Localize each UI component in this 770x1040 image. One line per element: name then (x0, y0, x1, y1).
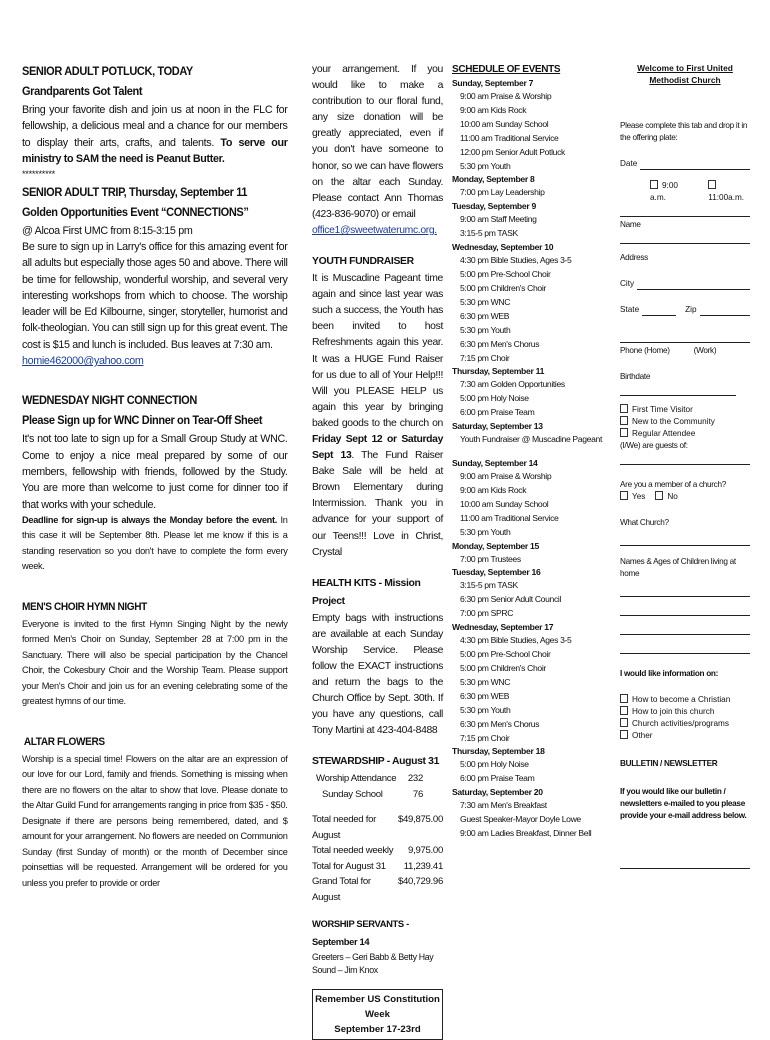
schedule-event: 7:15 pm Choir (460, 352, 510, 363)
member-options (620, 491, 750, 503)
servants-sound: Sound – Jim Knox (312, 965, 378, 976)
what-church-field[interactable]: What Church? (620, 518, 669, 527)
schedule-event: 5:30 pm Youth (460, 704, 511, 715)
flowers-continued: your arrangement. If you would like to make a contribution to our floral fund, any size donation will be greatly appreciated, even if you don't have someone to honor, so we can have flowers on the altar each Sunday. Please contact Ann Thomas (423-836-9070) or email (312, 64, 443, 220)
member-no-checkbox[interactable]: No (655, 491, 677, 503)
stewardship-attendance (312, 771, 443, 802)
kits-title: HEALTH KITS - Mission Project (312, 577, 421, 607)
schedule-event: 5:00 pm Holy Noise (460, 393, 529, 404)
bulletin-body: If you would like our bulletin / newsletters e-mailed to you please provide your e-mail address below. (620, 787, 747, 820)
choir-body: Everyone is invited to the first Hymn Singing Night by the newly formed Men's Choir on Sunday, September 28 at 7:00 pm in the Sanctuary. There will also be special participation by the Chancel Choir, the Cokesbury Choir and the Worship Team. Please support your Men's Choir and join us for an evening celebrating some of the greatest hymns of our time. (22, 618, 288, 708)
stewardship-row: Sunday School 76 (322, 788, 423, 800)
service-1100-checkbox[interactable]: 11:00a.m. (708, 180, 750, 204)
blank-line (620, 231, 750, 244)
schedule-event: 7:00 pm Lay Leadership (460, 187, 545, 198)
info-title: I would like information on: (620, 669, 719, 678)
kits-body: Empty bags with instructions are available at each Sunday Worship Service. Please follow the EXACT instructions and return the bags to the Church Office by Sept. 30th. If you have any questions, call Tony Martini at 423-404-8488 (312, 612, 443, 737)
schedule-event: 4:30 pm Bible Studies, Ages 3-5 (460, 635, 572, 646)
schedule-event: 10:00 am Sunday School (460, 118, 549, 129)
column-visitor-card (620, 62, 750, 869)
schedule-day: Saturday, September 13 (452, 421, 543, 432)
blank-line (620, 641, 750, 654)
schedule-event: 5:00 pm Children's Choir (460, 663, 546, 673)
guests-field[interactable]: (I/We) are guests of: (620, 441, 688, 450)
blank-line (620, 383, 736, 396)
member-question: Are you a member of a church? (620, 480, 726, 489)
member-yes-checkbox[interactable]: Yes (620, 491, 645, 503)
address-field[interactable]: Address (620, 253, 648, 262)
wnc-title: WEDNESDAY NIGHT CONNECTION (22, 394, 197, 408)
schedule-event: 6:30 pm WEB (460, 310, 510, 321)
schedule-day: Wednesday, September 17 (452, 622, 554, 633)
servants-title: WORSHIP SERVANTS - September 14 (312, 918, 409, 948)
schedule-event: 7:00 pm SPRC (460, 608, 514, 619)
schedule-event: 9:00 am Ladies Breakfast, Dinner Bell (460, 828, 592, 839)
stewardship-total-row: Total needed weekly 9,975.00 (312, 845, 443, 857)
flowers-body: Worship is a special time! Flowers on the altar are an expression of our love for our Lord, family and friends. Something is missing when there are no flowers on the altar to show that love. Please donate to the Altar Guild Fund for arrangements ranging in price from $35 - $50. Designate if there are persons being remembered, dated, and $ amount for your arrangement. No flowers are needed on Communion Sunday (first Sunday of month) or the month of December since poinsettias will be requested. Arrangement will be ordered for you unless you prefer to provide or order (22, 753, 288, 889)
service-900-checkbox[interactable]: 9:00 a.m. (650, 181, 678, 202)
schedule-event: 11:00 am Traditional Service (460, 512, 559, 523)
stewardship-row: Worship Attendance 232 (316, 773, 423, 785)
column-middle (312, 62, 443, 1040)
schedule-event: 9:00 am Staff Meeting (460, 214, 537, 225)
schedule-event: 10:00 am Sunday School (460, 498, 549, 509)
blank-line (620, 603, 750, 616)
email-line[interactable] (620, 856, 750, 869)
trip-title: SENIOR ADULT TRIP, Thursday, September 11 (22, 185, 248, 199)
trip-location: @ Alcoa First UMC from 8:15-3:15 pm (22, 224, 193, 237)
stewardship-totals (312, 812, 443, 905)
blank-line (620, 622, 750, 635)
schedule-event: 6:30 pm Men's Chorus (460, 718, 540, 729)
blank-line (620, 330, 750, 343)
constitution-week-line1: Remember US Constitution Week (315, 994, 440, 1021)
potluck-subtitle: Grandparents Got Talent (22, 85, 143, 98)
blank-line (620, 452, 750, 465)
stars-divider: ********** (22, 169, 55, 181)
schedule-event: 4:30 pm Bible Studies, Ages 3-5 (460, 255, 572, 266)
choir-title: MEN'S CHOIR HYMN NIGHT (22, 600, 147, 613)
schedule-day: Tuesday, September 16 (452, 567, 541, 578)
schedule-event: 5:30 pm Youth (460, 526, 511, 537)
birthdate-field[interactable]: Birthdate (620, 372, 651, 381)
schedule-event: 5:00 pm Pre-School Choir (460, 649, 551, 660)
schedule-day: Thursday, September 18 (452, 746, 545, 757)
bulletin-title: BULLETIN / NEWSLETTER (620, 759, 718, 768)
info-option[interactable]: Other (620, 730, 750, 742)
schedule-event: 5:30 pm Youth (460, 160, 511, 171)
youth-body: It is Muscadine Pageant time again and since last year was such a success, the Youth has been invited to host Refreshments again this year. It was a HUGE Fund Raiser for us due to all of Your Help!!! Will you PLEASE HELP us again this year by bringing baked goods to the church on Friday Sept 12 or Saturday Sept 13. The Fund Raiser Bake Sale will be held at Brown Elementary during Intermission. Thank you in advance for your support of our Teens!!! Love in Christ, Crystal (312, 273, 443, 558)
schedule-day: Saturday, September 20 (452, 787, 543, 798)
schedule-event: 7:30 am Men's Breakfast (460, 800, 547, 811)
schedule-day: Sunday, September 14 (452, 458, 538, 469)
schedule-event: Youth Fundraiser @ Muscadine Pageant (460, 434, 602, 445)
wnc-subtitle: Please Sign up for WNC Dinner on Tear-Off Sheet (22, 414, 263, 428)
youth-title: YOUTH FUNDRAISER (312, 256, 414, 268)
schedule-event: 6:00 pm Praise Team (460, 407, 535, 418)
city-field[interactable]: City (620, 278, 750, 290)
trip-email-link[interactable]: homie462000@yahoo.com (22, 355, 144, 368)
flowers-title: ALTAR FLOWERS (23, 735, 105, 748)
schedule-event: 9:00 am Kids Rock (460, 104, 527, 115)
schedule-day: Wednesday, September 10 (452, 242, 554, 253)
schedule-event: 5:30 pm WNC (460, 296, 511, 307)
schedule-event: 5:00 pm Holy Noise (460, 759, 529, 770)
schedule-event: 6:30 pm Men's Chorus (460, 338, 540, 349)
schedule-day: Tuesday, September 9 (452, 201, 536, 212)
stewardship-total-row: Total needed for August $49,875.00 (312, 814, 443, 841)
schedule-week2 (452, 457, 604, 841)
schedule-event: 3:15-5 pm TASK (460, 580, 518, 591)
info-option[interactable]: Church activities/programs (620, 718, 750, 730)
schedule-week1 (452, 77, 604, 447)
schedule-event: 7:15 pm Choir (460, 732, 510, 743)
date-field[interactable]: Date (620, 158, 750, 170)
constitution-week-line2: September 17-23rd (334, 1024, 421, 1036)
schedule-title: SCHEDULE OF EVENTS (452, 64, 561, 75)
card-instructions: Please complete this tab and drop it in the offering plate: (620, 121, 748, 142)
constitution-week-box (312, 989, 443, 1040)
schedule-event: Guest Speaker-Mayor Doyle Lowe (460, 814, 581, 825)
potluck-title: SENIOR ADULT POTLUCK, TODAY (22, 65, 193, 78)
children-field[interactable]: Names & Ages of Children living at home (620, 557, 736, 578)
stewardship-total-row: Grand Total for August $40,729.96 (312, 876, 443, 903)
schedule-event: 5:00 pm Children's Choir (460, 282, 546, 293)
servants-greeters: Greeters – Geri Babb & Betty Hay (312, 952, 434, 963)
column-announcements (22, 62, 288, 891)
info-option[interactable]: How to join this church (620, 706, 750, 718)
schedule-day: Monday, September 15 (452, 540, 539, 551)
schedule-event: 6:30 pm WEB (460, 690, 510, 701)
visitor-option[interactable]: Regular Attendee (620, 428, 750, 440)
blank-line (620, 584, 750, 597)
wnc-body: It's not too late to sign up for a Small Group Study at WNC. Come to enjoy a nice meal prepared by some of our members, fellowship with friends, followed by the Study. You are more than welcome to just come for dinner too if that works with your schedule. (22, 433, 288, 511)
schedule-event: 9:00 am Praise & Worship (460, 91, 552, 101)
potluck-body: Bring your favorite dish and join us at noon in the FLC for fellowship, a delicious meal and a chance for our members to display their arts, crafts, and talents. To serve our ministry to SAM the need is Peanut Butter. (22, 104, 288, 165)
info-option[interactable]: How to become a Christian (620, 694, 750, 706)
schedule-event: 6:00 pm Praise Team (460, 773, 535, 784)
flowers-email-link[interactable]: office1@sweetwaterumc.org. (312, 224, 437, 236)
blank-line (620, 204, 750, 217)
schedule-event: 7:30 am Golden Opportunities (460, 379, 565, 390)
stewardship-total-row: Total for August 31 11,239.41 (312, 860, 443, 872)
schedule-day: Monday, September 8 (452, 174, 535, 185)
schedule-event: 5:00 pm Pre-School Choir (460, 269, 551, 280)
name-field[interactable]: Name (620, 220, 641, 229)
schedule-event: 9:00 am Kids Rock (460, 484, 527, 495)
schedule-event: 11:00 am Traditional Service (460, 132, 559, 143)
schedule-day: Thursday, September 11 (452, 366, 545, 377)
state-zip-field[interactable]: State Zip (620, 304, 750, 316)
welcome-title: Welcome to First United Methodist Church (637, 63, 733, 85)
phone-field[interactable]: Phone (Home) (Work) (620, 346, 717, 355)
schedule-event: 12:00 pm Senior Adult Potluck (460, 146, 565, 157)
schedule-event: 6:30 pm Senior Adult Council (460, 594, 562, 605)
schedule-day: Sunday, September 7 (452, 78, 534, 88)
trip-subtitle: Golden Opportunities Event “CONNECTIONS” (22, 205, 249, 219)
wnc-deadline: Deadline for sign-up is always the Monday before the event. In this case it will be September 8th. Please let me know if this is a standing reservation so you don't have to complete the form every week. (22, 514, 288, 573)
schedule-event: 3:15-5 pm TASK (460, 228, 518, 239)
stewardship-title: STEWARDSHIP - August 31 (312, 756, 440, 768)
schedule-event: 5:30 pm Youth (460, 324, 511, 335)
blank-line (620, 533, 750, 546)
visitor-option[interactable]: First Time Visitor (620, 404, 750, 416)
schedule-event: 7:00 pm Trustees (460, 553, 521, 564)
trip-body: Be sure to sign up in Larry's office for this amazing event for all adults but especially those ages 50 and above. There will be time for fellowship, wonderful worship, and several very interesting workshops from which to choose. The worship leader will be Ed Kilbourne, singer, storyteller, humorist and folk-theologian. You can still sign up for this great event. The cost is $15 and lunch is included. Bus leaves at 7:30 am. (22, 240, 288, 351)
schedule-event: 9:00 am Praise & Worship (460, 471, 552, 482)
column-schedule (452, 62, 604, 841)
schedule-event: 5:30 pm WNC (460, 676, 511, 687)
visitor-option[interactable]: New to the Community (620, 416, 750, 428)
service-time-options (620, 180, 750, 204)
